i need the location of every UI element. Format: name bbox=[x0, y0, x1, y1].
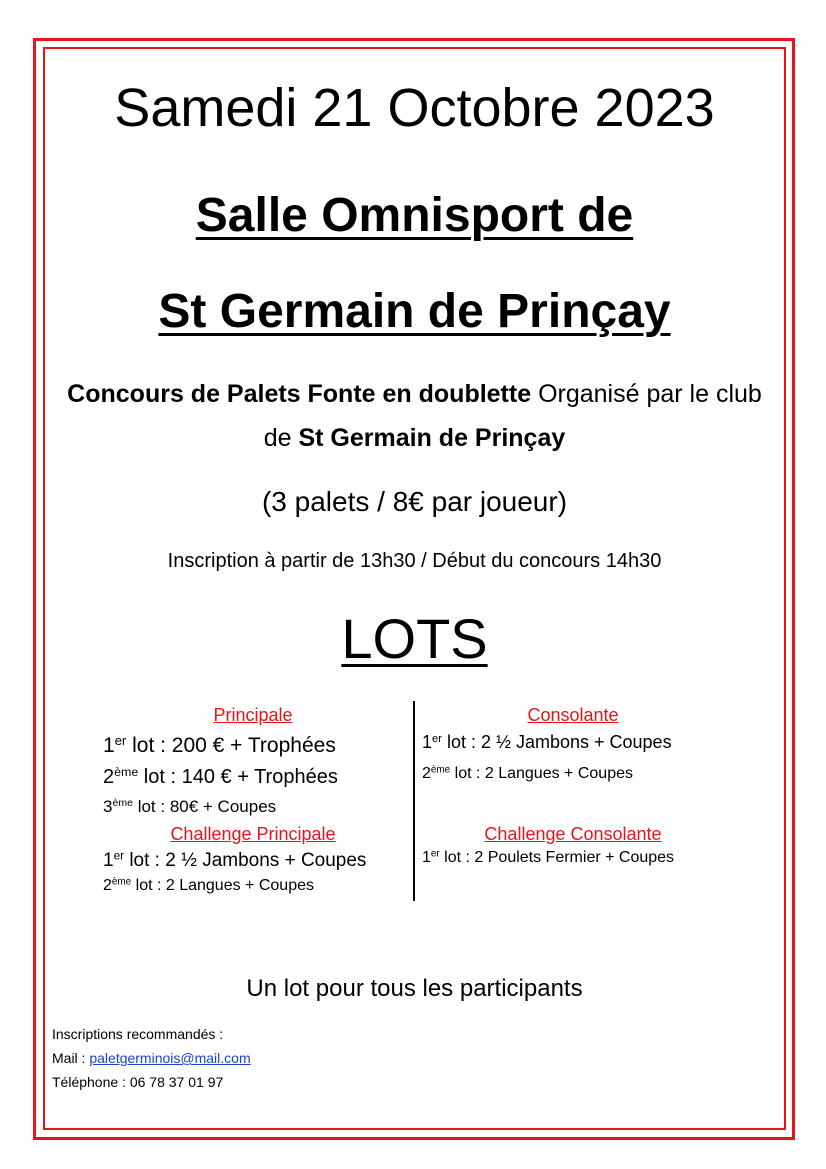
competition-type: Concours de Palets Fonte en doublette bbox=[67, 380, 532, 408]
event-date: Samedi 21 Octobre 2023 bbox=[114, 78, 715, 138]
principale-lot-1: 1er lot : 200 € + Trophées bbox=[103, 732, 336, 757]
event-description bbox=[43, 372, 786, 460]
phone-number: 06 78 37 01 97 bbox=[129, 1074, 224, 1090]
mail-link[interactable]: paletgerminois@mail.com bbox=[89, 1050, 251, 1066]
principale-heading: Principale bbox=[213, 705, 293, 725]
phone-label: Téléphone : bbox=[52, 1074, 130, 1090]
consolante-lot-1: 1er lot : 2 ½ Jambons + Coupes bbox=[422, 732, 672, 752]
lots-title: LOTS bbox=[341, 607, 488, 670]
organizer-club: St Germain de Prinçay bbox=[298, 424, 566, 452]
principale-lot-3: 3ème lot : 80€ + Coupes bbox=[103, 797, 277, 816]
venue-line-1: Salle Omnisport de bbox=[195, 189, 634, 242]
organizer-text: Organisé par le club de bbox=[263, 380, 762, 452]
inscriptions-label: Inscriptions recommandés : bbox=[52, 1026, 224, 1042]
challenge-consolante-heading: Challenge Consolante bbox=[484, 824, 662, 844]
mail-label: Mail : bbox=[52, 1050, 90, 1066]
challenge-principale-lot-1: 1er lot : 2 ½ Jambons + Coupes bbox=[103, 849, 367, 871]
schedule-info: Inscription à partir de 13h30 / Début du concours 14h30 bbox=[167, 550, 662, 572]
mail-line bbox=[52, 1049, 251, 1067]
challenge-consolante-lot-1: 1er lot : 2 Poulets Fermier + Coupes bbox=[422, 848, 675, 866]
consolante-heading: Consolante bbox=[527, 705, 619, 725]
principale-lot-2: 2ème lot : 140 € + Trophées bbox=[103, 765, 338, 788]
column-divider bbox=[413, 701, 415, 901]
challenge-principale-lot-2: 2ème lot : 2 Langues + Coupes bbox=[103, 876, 314, 894]
phone-line bbox=[52, 1073, 223, 1091]
all-participants-note: Un lot pour tous les participants bbox=[246, 975, 583, 1002]
consolante-lot-2: 2ème lot : 2 Langues + Coupes bbox=[422, 764, 633, 782]
challenge-principale-heading: Challenge Principale bbox=[170, 824, 336, 844]
price-info: (3 palets / 8€ par joueur) bbox=[261, 486, 568, 517]
venue-line-2: St Germain de Prinçay bbox=[158, 285, 671, 338]
